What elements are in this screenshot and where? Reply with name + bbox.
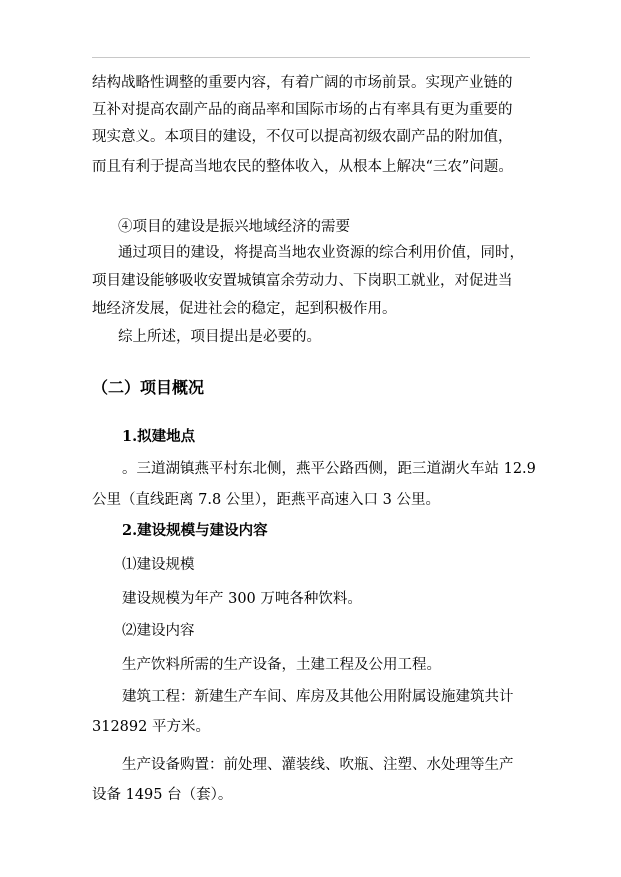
building-line: 建筑工程：新建生产车间、库房及其他公用附属设施建筑共计 [122, 689, 514, 705]
content-text: 生产饮料所需的生产设备，土建工程及公用工程。 [122, 657, 441, 673]
location-line: 。三道湖镇燕平村东北侧，燕平公路西侧，距三道湖火车站 12.9 [122, 461, 536, 477]
paragraph-line: 互补对提高农副产品的商品率和国际市场的占有率具有更为重要的 [92, 102, 513, 118]
paragraph-line: 通过项目的建设，将提高当地农业资源的综合利用价值，同时， [118, 245, 524, 261]
scale-text: 建设规模为年产 300 万吨各种饮料。 [122, 591, 362, 607]
conclusion-line: 综上所述，项目提出是必要的。 [118, 329, 321, 345]
location-line: 公里（直线距离 7.8 公里），距燕平高速入口 3 公里。 [92, 492, 440, 508]
scale-label: ⑴建设规模 [122, 557, 195, 573]
header-rule [92, 57, 530, 58]
point4-heading: ④项目的建设是振兴地域经济的需要 [118, 219, 350, 235]
paragraph-line: 结构战略性调整的重要内容，有着广阔的市场前景。实现产业链的 [92, 75, 513, 91]
paragraph-line: 现实意义。本项目的建设，不仅可以提高初级农副产品的附加值， [92, 129, 513, 145]
subsection-title-location: 1.拟建地点 [122, 428, 196, 445]
equipment-line: 生产设备购置：前处理、灌装线、吹瓶、注塑、水处理等生产 [122, 757, 514, 773]
paragraph-line: 地经济发展，促进社会的稳定，起到积极作用。 [92, 301, 397, 317]
equipment-line: 设备 1495 台（套）。 [92, 787, 233, 803]
paragraph-line: 而且有利于提高当地农民的整体收入，从根本上解决“三农”问题。 [92, 159, 513, 175]
paragraph-line: 项目建设能够吸收安置城镇富余劳动力、下岗职工就业，对促进当 [92, 273, 513, 289]
section-title: （二）项目概况 [92, 378, 205, 397]
content-label: ⑵建设内容 [122, 623, 195, 639]
subsection-title-scale: 2.建设规模与建设内容 [122, 522, 268, 539]
building-line: 312892 平方米。 [92, 719, 210, 735]
